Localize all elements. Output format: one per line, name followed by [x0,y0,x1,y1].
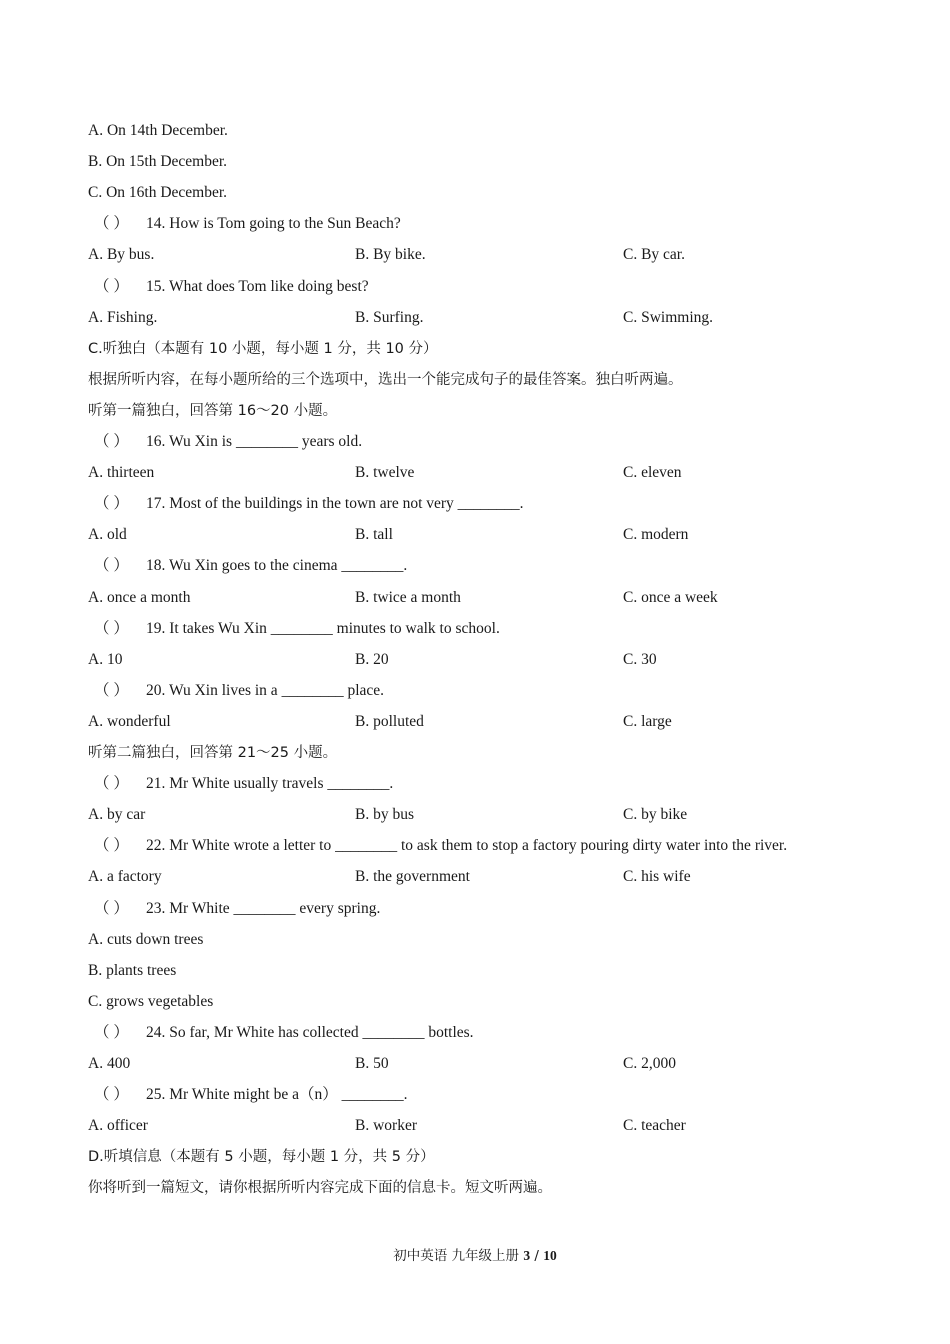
footer-page-number: 3 [523,1248,531,1263]
answer-blank: （ ） [94,899,129,917]
question-line [88,213,401,235]
options-row [88,524,868,546]
option-a: A. thirteen [88,464,155,482]
section-text: 你将听到一篇短文，请你根据所听内容完成下面的信息卡。短文听两遍。 [88,1180,552,1197]
option-c: C. 2,000 [623,1055,676,1072]
option-a: A. by car [88,806,146,824]
options-row [88,1053,868,1075]
options-row [88,649,868,671]
option-c: C. his wife [623,868,691,886]
option-a: A. old [88,526,127,544]
question-text: 19. It takes Wu Xin ________ minutes to walk to school. [146,619,500,637]
option-a: A. officer [88,1117,148,1135]
option-b: B. twelve [355,464,415,482]
answer-blank: （ ） [94,619,129,637]
options-row [88,866,868,888]
option-a: A. Fishing. [88,308,158,326]
question-line [88,835,787,857]
text-line: C. grows vegetables [88,992,214,1010]
answer-blank: （ ） [94,775,129,793]
answer-blank: （ ） [94,1023,129,1041]
text-line: B. plants trees [88,961,177,979]
option-c: C. Swimming. [623,308,714,326]
text-line: B. On 15th December. [88,153,228,171]
footer-subject: 初中英语 九年级上册 [393,1248,520,1264]
question-line [88,1084,407,1106]
question-text: 24. So far, Mr White has collected ________ bottles. [146,1023,474,1041]
text-line: A. On 14th December. [88,122,228,139]
option-b: B. by bus [355,806,414,824]
question-text: 20. Wu Xin lives in a ________ place. [146,681,385,699]
question-line [88,618,500,640]
question-text: 15. What does Tom like doing best? [146,277,369,295]
options-row [88,711,868,733]
answer-blank: （ ） [94,277,129,295]
option-c: C. 30 [623,650,657,668]
option-b: B. 50 [355,1055,389,1072]
option-b: B. 20 [355,650,389,668]
option-a: A. By bus. [88,246,155,264]
question-text: 17. Most of the buildings in the town are not very ________. [146,495,524,513]
option-c: C. modern [623,526,689,544]
section-text: 听第一篇独白，回答第 16～20 小题。 [88,402,338,419]
answer-blank: （ ） [94,1086,129,1104]
answer-blank: （ ） [94,681,129,699]
answer-blank: （ ） [94,837,129,855]
question-text: 22. Mr White wrote a letter to ________ to ask them to stop a factory pouring dirty water into the river. [146,837,788,855]
option-c: C. large [623,712,672,730]
question-line [88,555,407,577]
question-line [88,431,362,453]
answer-blank: （ ） [94,495,129,513]
options-row [88,244,868,266]
option-a: A. once a month [88,588,191,606]
text-line: C. On 16th December. [88,184,228,202]
question-text: 14. How is Tom going to the Sun Beach? [146,215,401,233]
option-c: C. By car. [623,246,685,264]
option-b: B. the government [355,868,470,886]
option-a: A. wonderful [88,712,171,730]
question-text: 21. Mr White usually travels ________. [146,775,394,793]
question-text: 16. Wu Xin is ________ years old. [146,433,363,450]
answer-blank: （ ） [94,557,129,575]
option-b: B. twice a month [355,588,461,606]
section-text: 根据所听内容，在每小题所给的三个选项中，选出一个能完成句子的最佳答案。独白听两遍。 [88,371,683,388]
option-c: C. once a week [623,588,718,606]
section-text: D.听填信息（本题有 5 小题，每小题 1 分，共 5 分） [88,1149,435,1166]
option-a: A. a factory [88,868,162,886]
question-line [88,680,384,702]
page-footer [0,1244,950,1264]
section-text: C.听独白（本题有 10 小题，每小题 1 分，共 10 分） [88,340,438,357]
options-row [88,587,868,609]
question-text: 23. Mr White ________ every spring. [146,899,381,917]
option-b: B. polluted [355,712,424,730]
option-b: B. worker [355,1117,417,1135]
options-row [88,307,868,329]
option-b: B. By bike. [355,246,426,264]
option-b: B. Surfing. [355,308,424,326]
text-line: A. cuts down trees [88,930,204,948]
options-row [88,804,868,826]
answer-blank: （ ） [94,433,129,450]
question-line [88,493,524,515]
footer-separator: / [534,1248,539,1264]
question-line [88,276,369,298]
option-b: B. tall [355,526,393,544]
option-a: A. 400 [88,1055,131,1072]
answer-blank: （ ） [94,215,129,233]
question-text: 18. Wu Xin goes to the cinema ________. [146,557,408,575]
question-line [88,1022,474,1044]
footer-total-pages: 10 [543,1248,557,1263]
question-line [88,773,393,795]
options-row [88,1115,868,1137]
options-row [88,462,868,484]
option-a: A. 10 [88,650,123,668]
question-text: 25. Mr White might be a（n） ________. [146,1086,408,1104]
option-c: C. eleven [623,464,682,482]
option-c: C. by bike [623,806,688,824]
section-text: 听第二篇独白，回答第 21～25 小题。 [88,745,338,761]
option-c: C. teacher [623,1117,686,1135]
question-line [88,898,380,920]
